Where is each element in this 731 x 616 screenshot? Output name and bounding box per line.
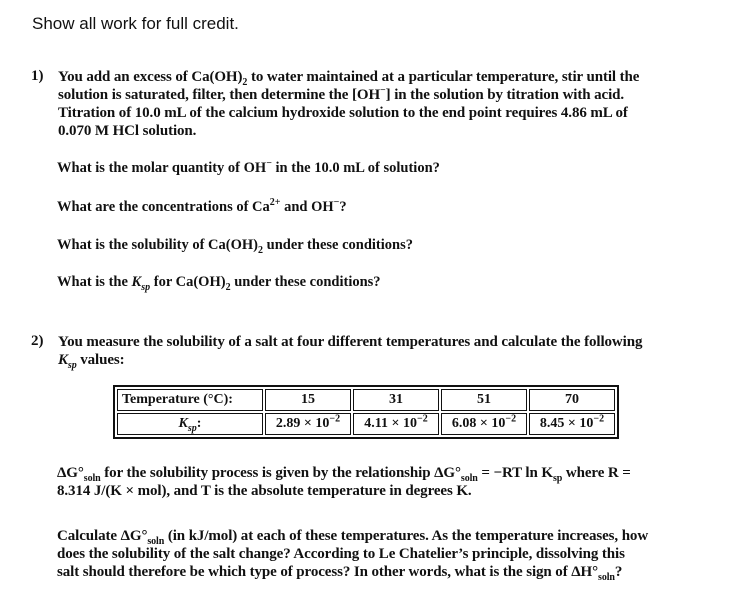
question-2-text	[58, 333, 688, 369]
q1-subquestion-2: What are the concentrations of $Ca^{2+}$ and OH−?	[57, 197, 347, 215]
q1-line-2: solution is saturated, filter, then determine the [OH−] in the solution by titration with acid.	[58, 85, 625, 103]
page-heading: Show all work for full credit.	[32, 14, 239, 33]
calculation-instructions-paragraph: Calculate $\Delta G^\circ_{soln}$ (in kJ/mol) at each of these temperatures. As the temperature increases, how does the solubility of the salt change? According to Le Chatelier’s principle, dissolving this salt should therefore be which type of process? In other words, what is the sign of $\Delta H^\circ_{soln}$?	[57, 528, 649, 583]
ksp-cell: $6.08 \times 10^{-2}$	[441, 413, 527, 435]
q1-line-1: You add an excess of $Ca(OH)_2$ to water maintained at a particular temperature, stir until the	[58, 69, 640, 88]
temperature-cell: 51	[441, 389, 527, 411]
question-2-number: 2)	[31, 333, 44, 349]
ksp-row	[117, 413, 615, 435]
ksp-cell: $2.89 \times 10^{-2}$	[265, 413, 351, 435]
q1-subquestion-3: What is the solubility of $Ca(OH)_2$ under these conditions?	[57, 237, 413, 256]
q1-line-4: 0.070 M HCl solution.	[58, 123, 197, 139]
q2-line-2: $K_{sp}$ values:	[58, 352, 125, 371]
ksp-header: $K_{sp}$:	[117, 413, 263, 435]
question-1-text	[58, 68, 690, 140]
temperature-cell: 70	[529, 389, 615, 411]
ksp-table	[113, 385, 619, 439]
temperature-header: Temperature (°C):	[117, 389, 263, 411]
gibbs-relationship-paragraph: $\Delta G^\circ_{soln}$ for the solubility process is given by the relationship $\Delta G^\circ_{soln} = -RT$ $\ln K_{sp}$ where R = 8.314 J/(K × mol), and T is the absolute temperature in degrees K.	[57, 465, 631, 499]
temperature-row	[117, 389, 615, 411]
ksp-cell: $4.11 \times 10^{-2}$	[353, 413, 439, 435]
temperature-cell: 15	[265, 389, 351, 411]
q1-subquestion-1: What is the molar quantity of OH− in the 10.0 mL of solution?	[57, 158, 440, 176]
q2-line-1: You measure the solubility of a salt at four different temperatures and calculate the following	[58, 334, 643, 350]
q1-subquestion-4: What is the $K_{sp}$ for $Ca(OH)_2$ under these conditions?	[57, 274, 381, 293]
q1-line-3: Titration of 10.0 mL of the calcium hydroxide solution to the end point requires 4.86 mL of	[58, 105, 628, 121]
question-1-number: 1)	[31, 68, 44, 84]
ksp-cell: $8.45 \times 10^{-2}$	[529, 413, 615, 435]
temperature-cell: 31	[353, 389, 439, 411]
